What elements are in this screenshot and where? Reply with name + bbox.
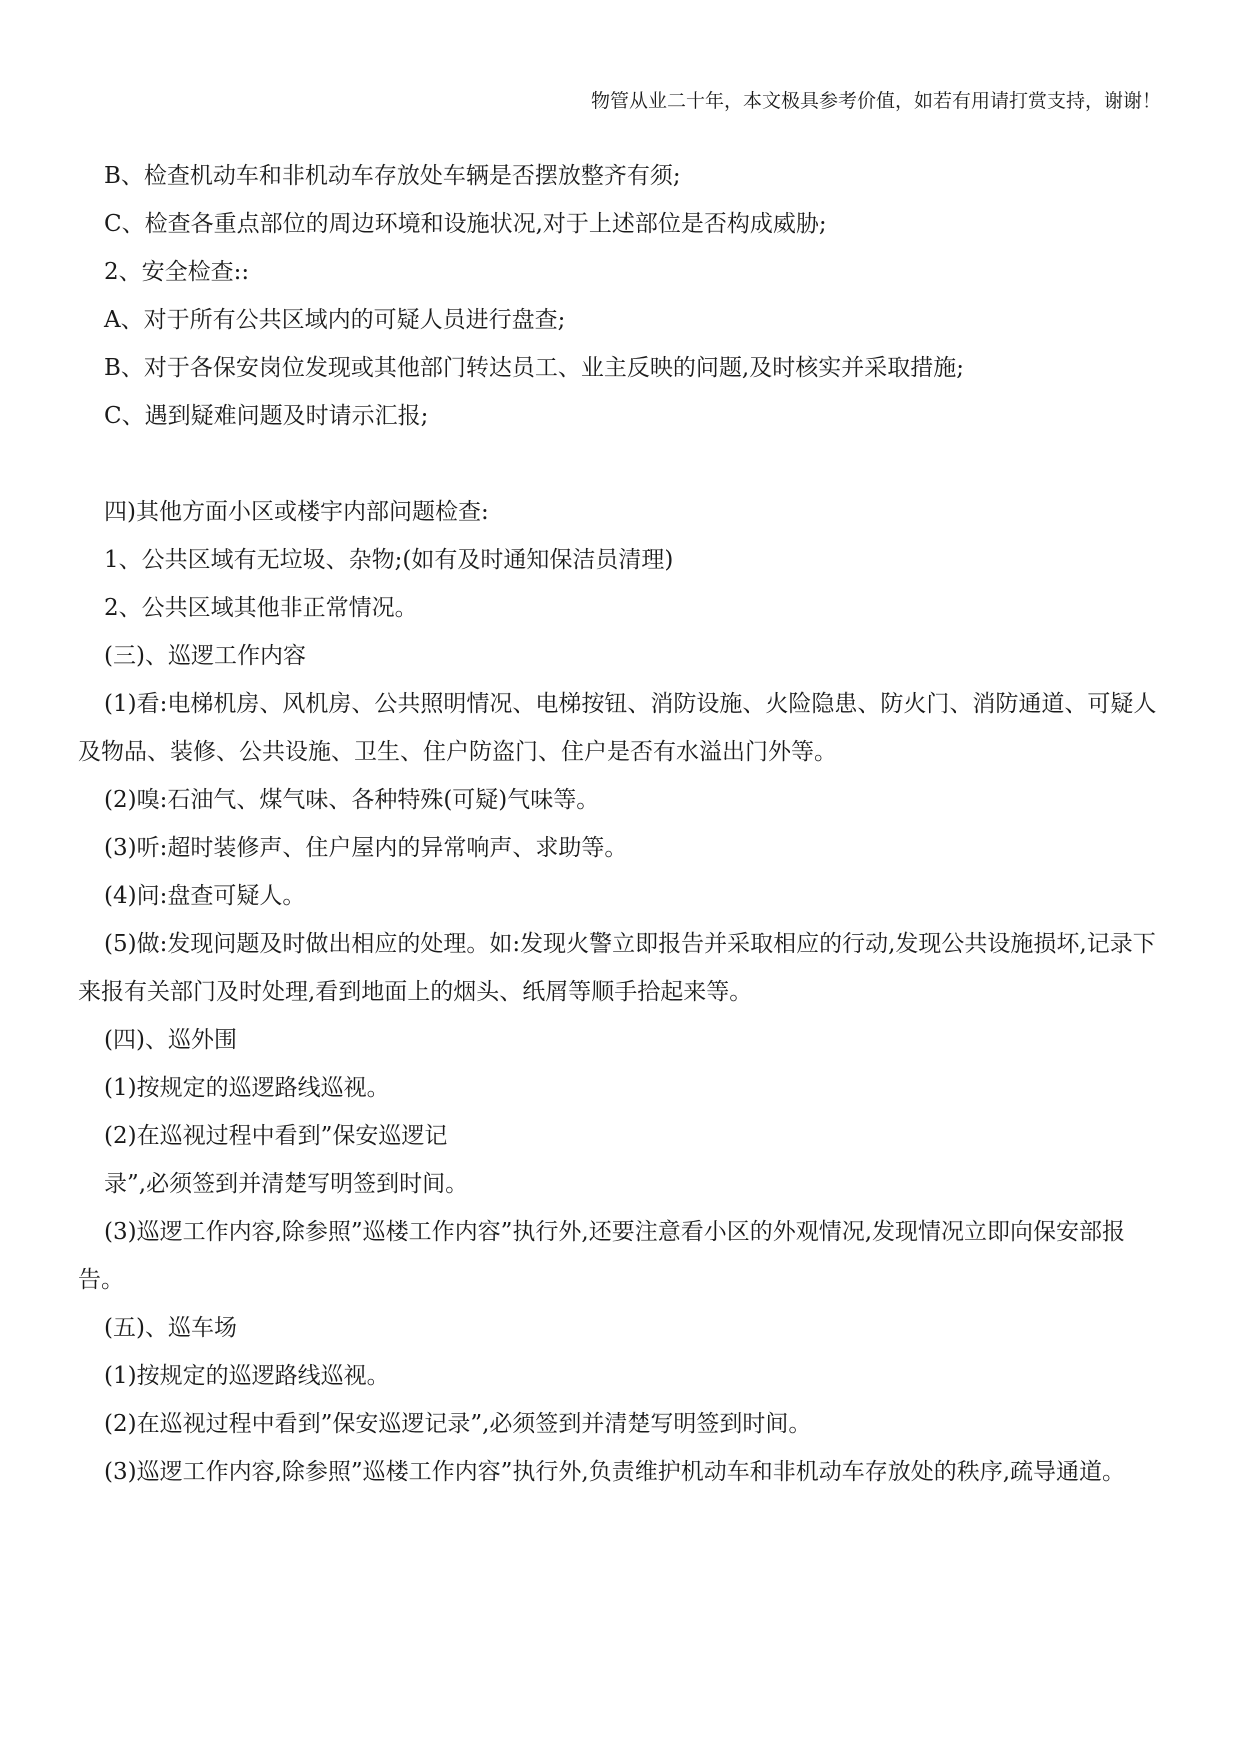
- paragraph: (5)做:发现问题及时做出相应的处理。如:发现火警立即报告并采取相应的行动,发现公共设施损坏,记录下来报有关部门及时处理,看到地面上的烟头、纸屑等顺手拾起来等。: [78, 931, 1156, 1005]
- paragraph: C、检查各重点部位的周边环境和设施状况,对于上述部位是否构成威胁;: [104, 211, 827, 237]
- paragraph: B、检查机动车和非机动车存放处车辆是否摆放整齐有须;: [104, 163, 681, 189]
- paragraph: 2、公共区域其他非正常情况。: [104, 595, 418, 621]
- paragraph: (3)听:超时装修声、住户屋内的异常响声、求助等。: [104, 835, 628, 861]
- paragraph: 2、安全检查::: [104, 259, 250, 285]
- paragraph: C、遇到疑难问题及时请示汇报;: [104, 403, 429, 429]
- paragraph: (3)巡逻工作内容,除参照”巡楼工作内容”执行外,负责维护机动车和非机动车存放处的秩序,疏导通道。: [104, 1459, 1126, 1485]
- paragraph: (2)在巡视过程中看到”保安巡逻记录”,必须签到并清楚写明签到时间。: [104, 1411, 812, 1437]
- paragraph: 录”,必须签到并清楚写明签到时间。: [104, 1171, 469, 1197]
- paragraph: (3)巡逻工作内容,除参照”巡楼工作内容”执行外,还要注意看小区的外观情况,发现情况立即向保安部报告。: [78, 1219, 1126, 1293]
- section-heading: (五)、巡车场: [104, 1315, 237, 1341]
- paragraph: (1)按规定的巡逻路线巡视。: [104, 1075, 390, 1101]
- paragraph: 1、公共区域有无垃圾、杂物;(如有及时通知保洁员清理): [104, 547, 674, 573]
- paragraph: (1)看:电梯机房、风机房、公共照明情况、电梯按钮、消防设施、火险隐患、防火门、消防通道、可疑人及物品、装修、公共设施、卫生、住户防盗门、住户是否有水溢出门外等。: [78, 691, 1157, 765]
- paragraph: A、对于所有公共区域内的可疑人员进行盘查;: [104, 307, 566, 333]
- document-body: [78, 152, 1168, 1496]
- paragraph: (4)问:盘查可疑人。: [104, 883, 306, 909]
- header-note: 物管从业二十年，本文极具参考价值，如若有用请打赏支持，谢谢！: [590, 90, 1161, 112]
- section-heading: (三)、巡逻工作内容: [104, 643, 306, 669]
- section-heading: 四)其他方面小区或楼宇内部问题检查:: [104, 499, 489, 525]
- paragraph: (2)在巡视过程中看到”保安巡逻记: [104, 1123, 448, 1149]
- paragraph: (2)嗅:石油气、煤气味、各种特殊(可疑)气味等。: [104, 787, 600, 813]
- section-heading: (四)、巡外围: [104, 1027, 237, 1053]
- paragraph: (1)按规定的巡逻路线巡视。: [104, 1363, 390, 1389]
- paragraph: B、对于各保安岗位发现或其他部门转达员工、业主反映的问题,及时核实并采取措施;: [104, 355, 964, 381]
- blank-line: [78, 440, 1168, 488]
